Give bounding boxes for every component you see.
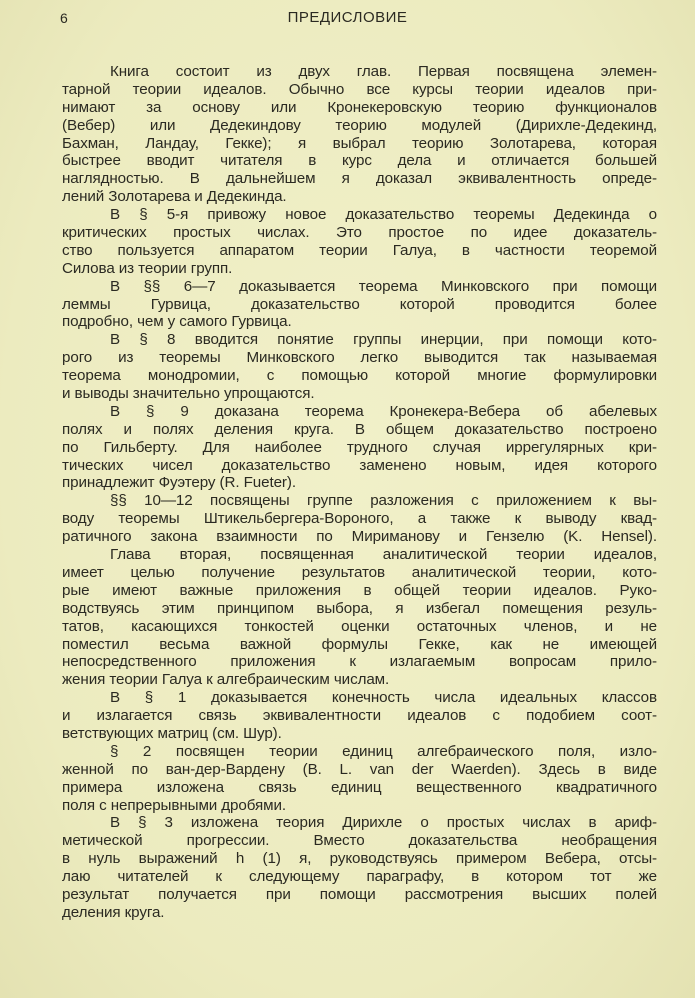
page-body — [62, 63, 657, 922]
paragraph — [62, 743, 657, 815]
text-line: тарной теории идеалов. Обычно все курсы теории идеалов при- — [62, 80, 657, 98]
text-line: В § 1 доказывается конечность числа идеальных классов — [110, 689, 657, 707]
text-line: Силова из теории групп. — [62, 259, 233, 277]
text-line: в нуль выражений h (1) я, руководствуясь примером Вебера, отсы- — [62, 850, 657, 868]
text-line: ветствующих матриц (см. Шур). — [62, 724, 282, 742]
text-line: нимают за основу или Кронекеровскую теорию функционалов — [62, 98, 657, 116]
text-line: (Вебер) или Дедекиндову теорию модулей (Дирихле-Дедекинд, — [62, 116, 657, 134]
paragraph — [62, 403, 657, 492]
text-line: Бахман, Ландау, Гекке); я выбрал теорию Золотарева, которая — [62, 134, 657, 152]
text-line: татов, касающихся тонкостей оценки остаточных членов, и не — [62, 617, 657, 635]
running-title: ПРЕДИСЛОВИЕ — [287, 9, 408, 26]
text-line: женной по ван-дер-Вардену (B. L. van der Waerden). Здесь в виде — [62, 760, 657, 778]
text-line: принадлежит Фуэтеру (R. Fueter). — [62, 474, 296, 492]
text-line: ратичного закона взаимности по Мириманову и Гензелю (K. Hensel). — [62, 528, 657, 546]
text-line: критических простых числах. Это простое по идее доказатель- — [62, 224, 657, 242]
paragraph — [62, 206, 657, 278]
text-line: рые имеют важные приложения в общей теории идеалов. Руко- — [62, 581, 657, 599]
paragraph — [62, 814, 657, 921]
text-line: водствуясь этим принципом выбора, я избегал помещения резуль- — [62, 599, 657, 617]
text-line: деления круга. — [62, 903, 165, 921]
text-line: быстрее вводит читателя в курс дела и отличается большей — [62, 152, 657, 170]
text-line: полях и полях деления круга. В общем доказательство построено — [62, 420, 657, 438]
paragraph — [62, 63, 657, 206]
text-line: примера изложена связь единиц вещественного квадратичного — [62, 778, 657, 796]
text-line: В § 9 доказана теорема Кронекера-Вебера об абелевых — [110, 402, 657, 420]
text-line: § 2 посвящен теории единиц алгебраического поля, изло- — [110, 742, 657, 760]
paragraph — [62, 546, 657, 689]
text-line: поместил весьма важной формулы Гекке, как не имеющей — [62, 635, 657, 653]
text-line: по Гильберту. Для наиболее трудного случая иррегулярных кри- — [62, 438, 657, 456]
text-line: имеет целью получение результатов аналитической теории, кото- — [62, 563, 657, 581]
text-line: лаю читателей к следующему параграфу, в котором тот же — [62, 868, 657, 886]
text-line: леммы Гурвица, доказательство которой проводится более — [62, 295, 657, 313]
text-line: В § 3 изложена теория Дирихле о простых числах в ариф- — [110, 814, 657, 832]
text-line: рого из теоремы Минковского легко выводится так называемая — [62, 349, 657, 367]
text-line: §§ 10—12 посвящены группе разложения с приложением к вы- — [110, 492, 657, 510]
text-line: В § 5-я привожу новое доказательство теоремы Дедекинда о — [110, 206, 657, 224]
text-line: В §§ 6—7 доказывается теорема Минковского при помощи — [110, 277, 657, 295]
text-line: и излагается связь эквивалентности идеалов с подобием соот- — [62, 707, 657, 725]
text-line: В § 8 вводится понятие группы инерции, при помощи кото- — [110, 331, 657, 349]
page-number: 6 — [60, 10, 68, 26]
paragraph — [62, 492, 657, 546]
text-line: результат получается при помощи рассмотрения высших полей — [62, 885, 657, 903]
text-line: подробно, чем у самого Гурвица. — [62, 313, 292, 331]
text-line: воду теоремы Штикельбергера-Вороного, а также к выводу квад- — [62, 510, 657, 528]
text-line: Книга состоит из двух глав. Первая посвящена элемен- — [110, 63, 657, 80]
text-line: теорема монодромии, с помощью которой многие формулировки — [62, 367, 657, 385]
text-line: поля с непрерывными дробями. — [62, 796, 286, 814]
text-line: тических чисел доказательство заменено новым, идея которого — [62, 456, 657, 474]
text-line: и выводы значительно упрощаются. — [62, 385, 315, 403]
paragraph — [62, 331, 657, 403]
paragraph — [62, 278, 657, 332]
text-line: непосредственного приложения к излагаемым вопросам прило- — [62, 653, 657, 671]
text-line: метической прогрессии. Вместо доказательства необращения — [62, 832, 657, 850]
text-line: жения теории Галуа к алгебраическим числам. — [62, 671, 390, 689]
paragraph — [62, 689, 657, 743]
text-line: ство пользуется аппаратом теории Галуа, в частности теоремой — [62, 241, 657, 259]
text-line: Глава вторая, посвященная аналитической теории идеалов, — [110, 546, 657, 564]
text-line: наглядностью. В дальнейшем я доказал эквивалентность опреде- — [62, 170, 657, 188]
text-line: лений Золотарева и Дедекинда. — [62, 188, 287, 206]
